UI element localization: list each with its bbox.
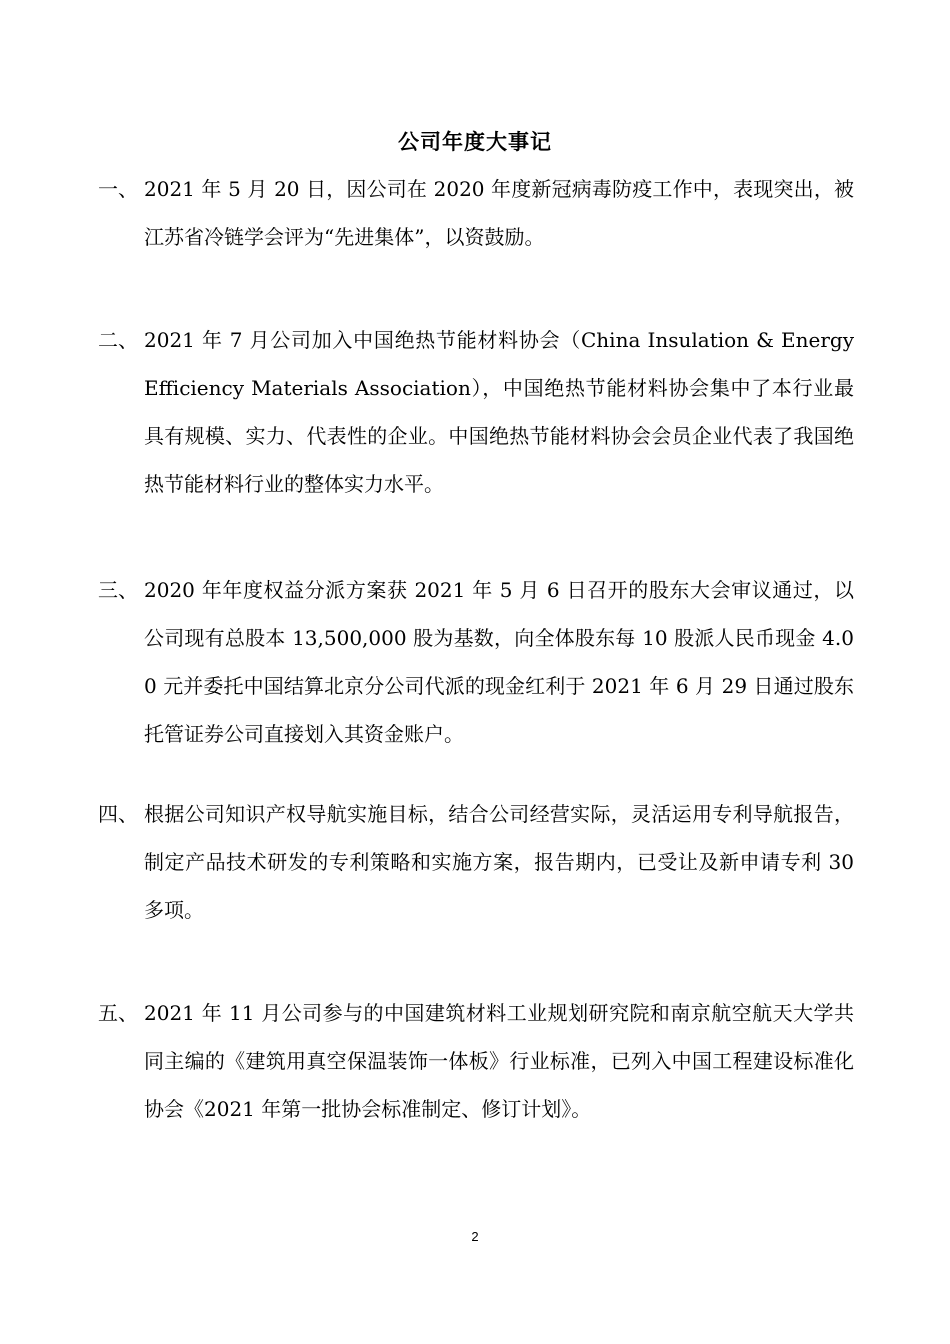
event-text: 2021 年 5 月 20 日，因公司在 2020 年度新冠病毒防疫工作中，表现突出，被江苏省冷链学会评为“先进集体”，以资鼓励。	[144, 177, 854, 249]
event-marker: 二、	[98, 328, 138, 352]
event-item-3	[98, 566, 854, 758]
event-item-1	[98, 165, 854, 261]
event-marker: 四、	[98, 802, 138, 826]
event-marker: 三、	[98, 578, 138, 602]
event-text: 2021 年 7 月公司加入中国绝热节能材料协会（China Insulation & Energy Efficiency Materials Association），中国绝热节能材料协会集中了本行业最具有规模、实力、代表性的企业。中国绝热节能材料协会会员企业代表了我国绝热节能材料行业的整体实力水平。	[144, 328, 854, 496]
event-text: 根据公司知识产权导航实施目标，结合公司经营实际，灵活运用专利导航报告，制定产品技术研发的专利策略和实施方案，报告期内，已受让及新申请专利 30 多项。	[144, 802, 854, 922]
event-item-4	[98, 790, 854, 934]
event-text: 2020 年年度权益分派方案获 2021 年 5 月 6 日召开的股东大会审议通过，以公司现有总股本 13,500,000 股为基数，向全体股东每 10 股派人民币现金 4.00 元并委托中国结算北京分公司代派的现金红利于 2021 年 6 月 29 日通过股东托管证券公司直接划入其资金账户。	[144, 578, 854, 746]
event-marker: 五、	[98, 1001, 138, 1025]
page-number: 2	[471, 1229, 479, 1244]
event-item-2	[98, 316, 854, 508]
event-item-5	[98, 989, 854, 1133]
page-title: 公司年度大事记	[398, 130, 552, 154]
event-marker: 一、	[98, 177, 138, 201]
event-text: 2021 年 11 月公司参与的中国建筑材料工业规划研究院和南京航空航天大学共同主编的《建筑用真空保温装饰一体板》行业标准，已列入中国工程建设标准化协会《2021 年第一批协会标准制定、修订计划》。	[144, 1001, 854, 1121]
